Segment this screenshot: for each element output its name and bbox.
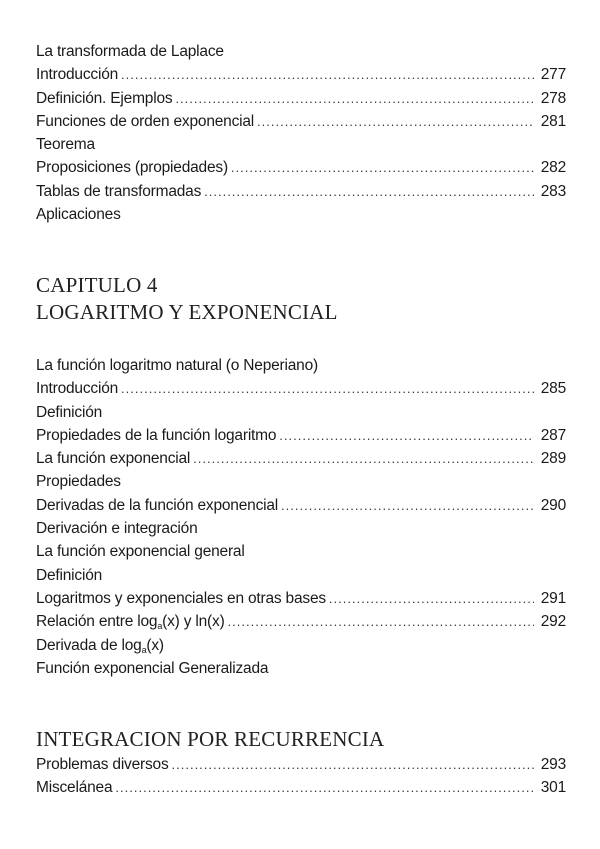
dot-leader xyxy=(204,180,534,203)
toc-page-number: 292 xyxy=(540,613,566,631)
toc-entry-derivacion-integracion xyxy=(36,517,566,540)
dot-leader xyxy=(172,753,534,776)
toc-page-number: 291 xyxy=(540,589,566,607)
dot-leader xyxy=(257,110,534,133)
relacion-text-pre: Relación entre log xyxy=(36,613,158,631)
toc-entry-aplicaciones xyxy=(36,203,566,226)
toc-entry-text: Tablas de transformadas xyxy=(36,182,202,200)
toc-entry-text xyxy=(36,610,225,633)
toc-page-number: 282 xyxy=(540,159,566,177)
toc-entry-text: Definición xyxy=(36,403,103,421)
dot-leader xyxy=(231,156,534,179)
toc-entry-propiedades xyxy=(36,470,566,493)
log-base-subscript: a xyxy=(157,621,163,632)
toc-heading-logaritmo-natural xyxy=(36,354,566,377)
toc-entry-teorema xyxy=(36,133,566,156)
dot-leader xyxy=(329,587,534,610)
log-base-subscript: a xyxy=(141,644,147,655)
derivada-text-pre: Derivada de log xyxy=(36,636,142,654)
toc-entry-text: Definición. Ejemplos xyxy=(36,89,173,107)
toc-entry-derivada-log xyxy=(36,634,566,657)
toc-entry-introduccion xyxy=(36,63,566,86)
dot-leader xyxy=(175,87,534,110)
toc-page-number: 287 xyxy=(540,426,566,444)
toc-entry-proposiciones xyxy=(36,156,566,179)
derivada-text-post: (x) xyxy=(146,636,164,654)
dot-leader xyxy=(121,63,534,86)
integracion-section xyxy=(36,726,566,800)
relacion-text-post: (x) y ln(x) xyxy=(162,613,225,631)
toc-entry-text: Miscelánea xyxy=(36,779,113,797)
toc-entry-text: Introducción xyxy=(36,380,119,398)
toc-entry-text: Derivadas de la función exponencial xyxy=(36,496,279,514)
dot-leader xyxy=(193,447,534,470)
chapter-4-heading xyxy=(36,272,566,326)
toc-page-number: 285 xyxy=(540,380,566,398)
toc-heading-laplace xyxy=(36,40,566,63)
toc-entry-text: Definición xyxy=(36,566,103,584)
dot-leader xyxy=(115,776,534,799)
laplace-section xyxy=(36,40,566,226)
toc-entry-text: Derivación e integración xyxy=(36,520,198,538)
toc-page-number: 277 xyxy=(540,66,566,84)
chapter-title: LOGARITMO Y EXPONENCIAL xyxy=(36,300,338,324)
toc-entry-text: Logaritmos y exponenciales en otras bases xyxy=(36,589,326,607)
toc-entry-definicion-general xyxy=(36,564,566,587)
toc-entry-text: Propiedades xyxy=(36,473,121,491)
toc-entry-problemas-diversos xyxy=(36,753,566,776)
toc-entry-text: Funciones de orden exponencial xyxy=(36,112,255,130)
dot-leader xyxy=(121,377,534,400)
toc-entry-exponencial-generalizada xyxy=(36,657,566,680)
toc-entry-text: La función exponencial xyxy=(36,450,191,468)
toc-entry-text: Aplicaciones xyxy=(36,206,121,224)
dot-leader xyxy=(279,424,534,447)
toc-entry-text: La función exponencial general xyxy=(36,543,245,561)
toc-entry-miscelanea xyxy=(36,776,566,799)
toc-entry-text: La función logaritmo natural (o Neperiano) xyxy=(36,357,318,374)
toc-entry-otras-bases xyxy=(36,587,566,610)
toc-page-number: 278 xyxy=(540,89,566,107)
toc-entry-derivadas-exponencial xyxy=(36,494,566,517)
toc-entry-introduccion xyxy=(36,377,566,400)
toc-entry-relacion-log-ln xyxy=(36,610,566,633)
toc-page-number: 283 xyxy=(540,182,566,200)
toc-page-number: 290 xyxy=(540,496,566,514)
toc-page-number: 281 xyxy=(540,112,566,130)
toc-entry-funciones-orden-exponencial xyxy=(36,110,566,133)
toc-entry-text xyxy=(36,634,164,657)
dot-leader xyxy=(281,494,534,517)
toc-entry-text: Problemas diversos xyxy=(36,756,169,773)
toc-entry-propiedades-logaritmo xyxy=(36,424,566,447)
toc-entry-text: La transformada de Laplace xyxy=(36,43,224,60)
toc-page-number: 289 xyxy=(540,450,566,468)
toc-entry-definicion-ejemplos xyxy=(36,87,566,110)
logaritmo-section xyxy=(36,354,566,680)
section-title: INTEGRACION POR RECURRENCIA xyxy=(36,727,385,751)
toc-entry-exponencial-general xyxy=(36,540,566,563)
toc-entry-text: Teorema xyxy=(36,136,95,154)
toc-page-number: 301 xyxy=(540,779,566,797)
dot-leader xyxy=(228,610,534,633)
toc-entry-text: Proposiciones (propiedades) xyxy=(36,159,228,177)
toc-entry-text: Propiedades de la función logaritmo xyxy=(36,426,277,444)
chapter-number: CAPITULO 4 xyxy=(36,273,158,297)
toc-entry-definicion xyxy=(36,401,566,424)
toc-entry-text: Introducción xyxy=(36,66,119,84)
toc-entry-tablas xyxy=(36,180,566,203)
toc-entry-text: Función exponencial Generalizada xyxy=(36,659,269,677)
toc-page-number: 293 xyxy=(540,756,566,773)
toc-entry-funcion-exponencial xyxy=(36,447,566,470)
